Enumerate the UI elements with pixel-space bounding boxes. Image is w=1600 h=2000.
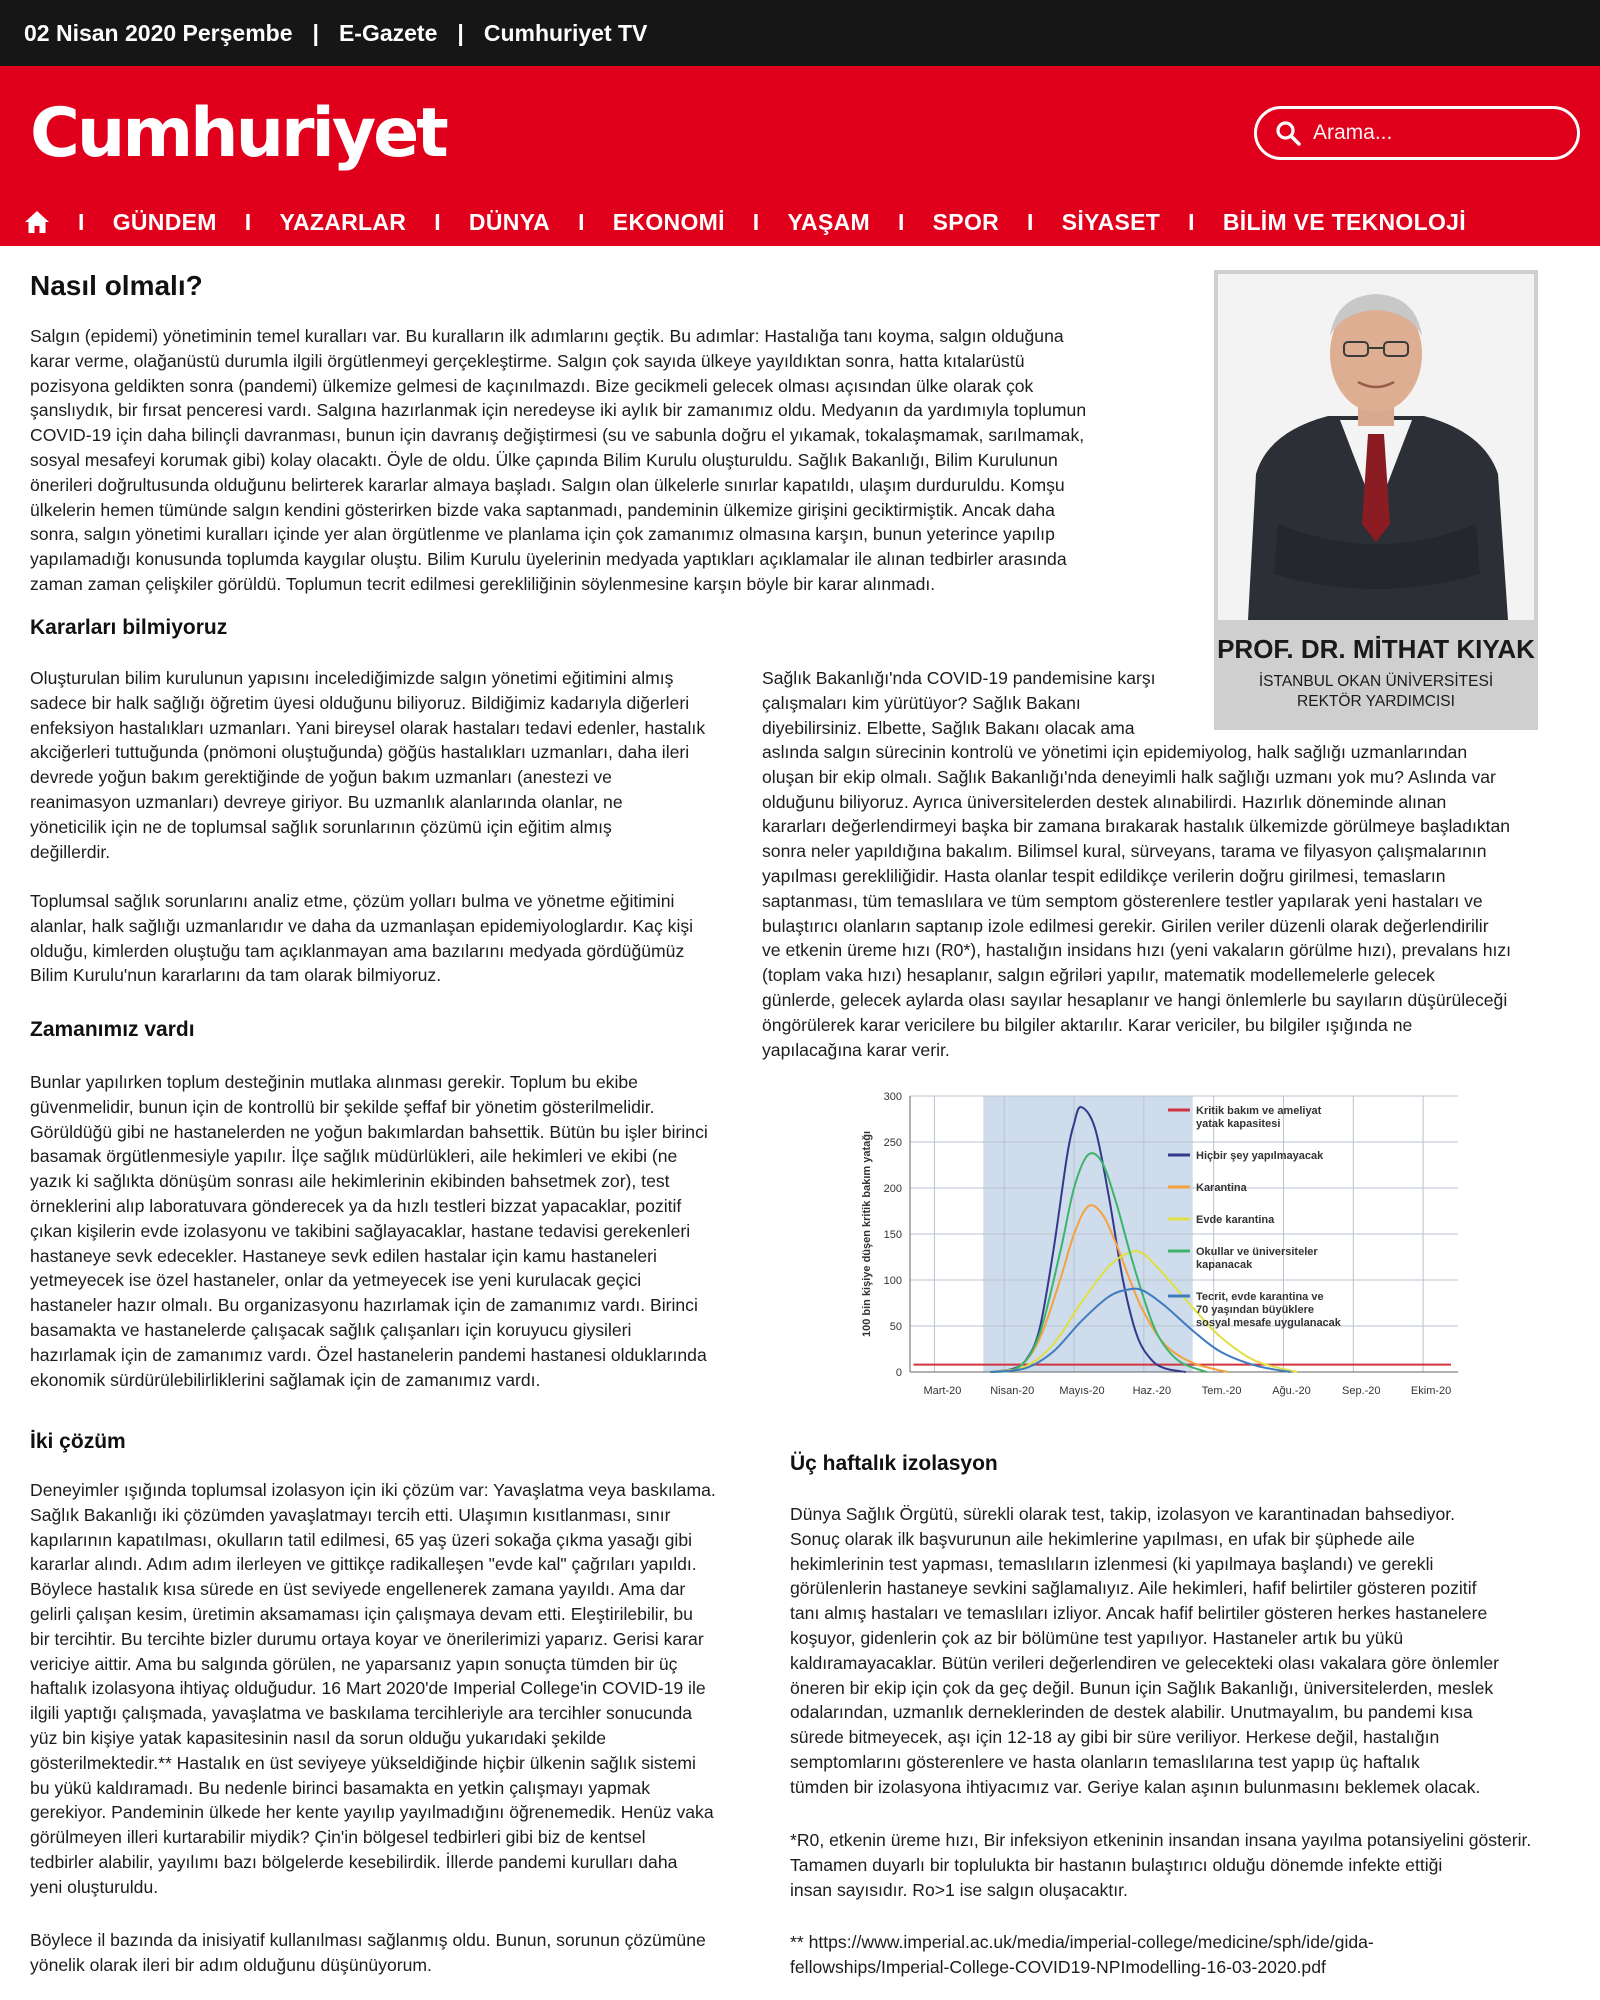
chart-x-tick-label: Sep.-20 [1342,1385,1381,1397]
paragraph-kararlar-2: Toplumsal sağlık sorunlarını analiz etme, çözüm yolları bulma ve yönetme eğitimini alanlar, halk sağlığı uzmanlarıdır ve daha da uzmanlaşan epidemiyologlardır. Kaç kişi olduğu, kimlerden oluştuğu tam açıklanmayan ama bazılarını medyada gördüğümüz Bilim Kurulu'nun kararlarını da tam olarak bilmiyoruz. [30,891,694,986]
paragraph-saglik-bakanligi: aslında salgın sürecinin kontrolü ve yönetimi için epidemiyolog, halk sağlığı uzmanlarından oluşan bir ekip olmalı. Sağlık Bakanlığı'nda deneyimli halk sağlığı uzmanı yok mu? Aslında var olduğunu biliyoruz. Ayrıca üniversitelerden destek alınabilirdi. Hazırlık döneminde alınan kararları değerlendirmeyi başka bir zamana bırakarak hastalık ülkemizde görülmeye başladıktan sonra neler yapıldığına bakalım. Bilimsel kural, sürveyans, tarama ve filyasyon çalışmalarının yapılması gerekliliğidir. Hasta olanlar tespit edildikçe verilerin doğru girilmesi, temasların saptanması, tüm temaslılara ve tüm semptom gösterenlere testler yapılarak yeni hastaları ve bulaştırıcı olanların saptanıp izole edilmesi gerekir. Girilen veriler düzenli olarak değerlendirilir ve etkenin üreme hızı (R0*), hastalığın insidans hızı (yeni vakaların görülme hızı), prevalans hızı (toplam vaka hızı) hesaplanır, salgın eğriləri yapılır, matematik modellemelerle gelecek günlerde, gelecek aylarda olası sayılar hesaplanır ve hangi önlemlerle bu sayıların düşürüleceği öngörülerek karar vericilere bu bilgiler aktarılır. Karar vericiler, bu bilgiler ışığında ne yapılacağına karar verir. [762,742,1512,1060]
chart-y-tick-label: 0 [895,1367,902,1379]
chart-legend-label-line: kapanacak [1196,1259,1253,1271]
nav-item-dunya[interactable]: DÜNYA [468,208,551,235]
section-heading-iki-cozum: İki çözüm [30,1430,126,1453]
paragraph-iki-cozum-1: Deneyimler ışığında toplumsal izolasyon için iki çözüm var: Yavaşlatma veya baskılama. Sağlık Bakanlığı iki çözümden yavaşlatmayı tercih etti. Ulaşımın kısıtlanması, sınır kapılarının kapatılması, okulların tatil edilmesi, 65 yaş üzeri sokağa çıkma yasağı gibi kararlar alındı. Adım adım ilerleyen ve gittikçe radikalleşen "evde kal" çağrıları yapıldı. Böylece hastalık kısa sürede en üst seviyede engellenerek zamana yayıldı. Ama dar gelirli çalışan kesim, üretimin aksamaması için çalışmaya devam etti. Eleştirilebilir, bu bir tercihtir. Bu tercihte bizler durumu ortaya koyar ve önerilerimizi yaparız. Gerisi karar vericiye aittir. Ama bu salgında görülen, ne yaparsanız yapın sonuçta tümden bir üç haftalık izolasyona ihtiyaç olduğudur. 16 Mart 2020'de Imperial College'in COVID-19 ile ilgili yaptığı çalışmada, yavaşlatma ve baskılama tercihleriyle ara tercihler sonucunda yüz bin kişiye yatak kapasitesinin nasıl da sorun olduğu yukarıdaki şekilde gösterilmektedir.** Hastalık en üst seviyeye yükseldiğinde hiçbir ülkenin sağlık sistemi bu yükü kaldıramadı. Bu nedenle birinci basamakta en yetkin çalışmayı yapmak gerekiyor. Pandeminin ülkede her kente yayılıp yayılmadığını öğrenemedik. Henüz vaka görülmeyen illeri kurtarabilir miydik? Çin'in bölgesel tedbirleri gibi biz de kentsel tedbirler alabilir, yayılımı bazı bölgelerde kesebilirdik. İllerde pandemi kurulları daha yeni oluşturuldu. [30,1480,716,1897]
chart-legend-label-line: Okullar ve üniversiteler [1196,1246,1318,1258]
chart-legend-label-line: Kritik bakım ve ameliyat [1196,1105,1322,1117]
chart-y-tick-label: 300 [883,1091,902,1103]
paragraph-saglik-bakanligi-intro: Sağlık Bakanlığı'nda COVID-19 pandemisine karşı çalışmaları kim yürütüyor? Sağlık Bakanı diyebilirsiniz. Elbette, Sağlık Bakanı olacak ama [762,668,1156,738]
chart-y-tick-label: 100 [883,1275,902,1287]
chart-x-tick-label: Haz.-20 [1132,1385,1172,1397]
topbar-separator: | [457,19,464,46]
nav-item-yazarlar[interactable]: YAZARLAR [279,208,407,235]
nav-separator: I [1027,208,1034,235]
top-bar [0,0,1600,66]
chart-legend-label-line: Evde karantina [1196,1214,1275,1226]
nav-separator: I [244,208,252,235]
chart-x-tick-label: Mayıs-20 [1059,1385,1105,1397]
search-icon[interactable] [1275,120,1301,146]
nav-separator: I [78,208,85,235]
section-heading-kararlar: Kararları bilmiyoruz [30,616,228,639]
chart-x-tick-label: Ekim-20 [1410,1385,1452,1397]
chart-legend-label-4 [1196,1214,1275,1226]
nav-item-gundem[interactable]: GÜNDEM [112,208,217,235]
site-header [0,66,1600,246]
chart-x-tick-label: Ağu.-20 [1272,1385,1311,1397]
footnote-r0: *R0, etkenin üreme hızı, Bir infeksiyon etkeninin insandan insana yayılma potansiyelini gösterir. Tamamen duyarlı bir toplulukta bir hastanın bulaştırıcı olduğu dönemde infekte ettiği insan sayısıdır. Ro>1 ise salgın oluşacaktır. [790,1830,1532,1900]
chart-x-tick-label: Mart-20 [923,1385,962,1397]
chart-legend-label-6 [1196,1291,1342,1329]
nav-item-bilim-teknoloji[interactable]: BİLİM VE TEKNOLOJİ [1222,208,1466,235]
cumhuriyet-tv-link[interactable]: Cumhuriyet TV [483,19,648,46]
home-icon[interactable] [24,210,50,234]
chart-x-tick-label: Tem.-20 [1201,1385,1242,1397]
chart-legend-label-2 [1196,1150,1324,1162]
section-heading-zamanimiz: Zamanımız vardı [30,1018,195,1041]
paragraph-iki-cozum-2: Böylece il bazında da inisiyatif kullanılması sağlanmış oldu. Bunun, sorunun çözümüne yönelik olarak ileri bir adım olduğunu düşünüyorum. [30,1930,706,1975]
search-input[interactable] [1313,121,1553,145]
author-photo [1218,274,1534,620]
chart-svg [848,1082,1478,1422]
chart-y-tick-label: 250 [883,1137,902,1149]
nav-item-yasam[interactable]: YAŞAM [787,208,870,235]
chart-y-tick-label: 200 [883,1183,902,1195]
topbar-separator: | [312,19,319,46]
author-title: İSTANBUL OKAN ÜNİVERSİTESİ REKTÖR YARDIMCISI [1258,673,1494,710]
chart-legend-label-line: Tecrit, evde karantina ve [1196,1291,1324,1303]
chart-y-axis-label: 100 bin kişiye düşen kritik bakım yatağı [861,1130,873,1338]
date-label: 02 Nisan 2020 Perşembe [24,19,293,46]
chart-y-tick-label: 50 [889,1321,902,1333]
author-card [1214,270,1538,730]
chart-x-tick-label: Nisan-20 [990,1385,1035,1397]
nav-item-ekonomi[interactable]: EKONOMİ [612,208,725,235]
paragraph-kararlar-1: Oluşturulan bilim kurulunun yapısını incelediğimizde salgın yönetimi eğitimini almış sadece bir halk sağlığı öğretim üyesi olduğunu biliyoruz. Bildiğimiz kadarıyla diğerleri enfeksiyon hastalıkları uzmanları. Yani bireysel olarak hastaları tedavi edenler, hastalık akciğerleri tuttuğunda (pnömoni oluştuğunda) göğüs hastalıkları uzmanları, daha ileri devrede yoğun bakım gerektiğinde de yoğun bakım uzmanları (anestezi ve reanimasyon uzmanları) devreye giriyor. Bu uzmanlık alanlarında olanlar, ne yöneticilik için ne de toplumsal sağlık sorunlarının çözümü için eğitim almış değillerdir. [30,668,706,862]
search-box[interactable] [1254,106,1580,160]
paragraph-zamanimiz: Bunlar yapılırken toplum desteğinin mutlaka alınması gerekir. Toplum bu ekibe güvenmelidir, bunun için de kontrollü bir şekilde şeffaf bir yönetim gösterilmelidir. Görüldüğü gibi ne hastanelerden ne yoğun bakımlardan bahsettik. Bütün bu işler birinci basamak örgütlenmesiyle yapılır. İlçe sağlık müdürlükleri, aile hekimleri ve ekibi (ne yazık ki sağlıkta dönüşüm sonrası aile hekimlerinin ekibinden bahsetmek zor), test örneklerini alıp laboratuvara gönderecek ya da hızlı testleri bizzat yapacaklar, pozitif çıkan kişilerin evde izolasyonu ve takibini sağlayacaklar, hastane tedavisi gerekenleri hastaneye sevk edecekler. Hastaneye sevk edilen hastalar için kamu hastaneleri yetmeyecek ise özel hastaneler, onlar da yetmeyecek ise yeni kurulacak geçici hastaneler hazır olmalı. Bu organizasyonu hazırlamak için de zamanımız vardı. Birinci basamakta ve hastanelerde çalışacak sağlık çalışanları için koruyucu giysileri hazırlamak için de zamanımız vardı. Özel hastanelerin pandemi hastanesi olduklarında ekonomik sürdürülebilirliklerini sağlamak için de zamanımız vardı. [30,1072,708,1390]
author-name: PROF. DR. MİTHAT KIYAK [1217,634,1535,664]
chart-legend-label-3 [1196,1182,1248,1194]
paragraph-intro: Salgın (epidemi) yönetiminin temel kuralları var. Bu kuralların ilk adımlarını geçtik. Bu adımlar: Hastalığa tanı koyma, salgın olduğuna karar verme, olağanüstü durumla ilgili örgütlenmeyi gerçekleştirme. Salgın çok sayıda ülkeye yayıldıktan sonra, hatta kıtalarüstü pozisyona geldikten sonra (pandemi) ülkemize gelmesi de kaçınılmazdı. Bize gecikmeli gelecek olması açısından ülke olarak çok şanslıydık, bir fırsat penceresi vardı. Salgına hazırlanmak için neredeyse iki aylık bir zamanımız oldu. Medyanın da yardımıyla toplumun COVID-19 için daha bilinçli davranması, bunun için davranış değiştirmesi (su ve sabunla doğru el yıkamak, tokalaşmamak, sarılmamak, sosyal mesafeyi korumak gibi) kolay olacaktı. Öyle de oldu. Ülke çapında Bilim Kurulu oluşturuldu. Sağlık Bakanlığı, Bilim Kurulunun önerileri doğrultusunda olduğunu belirterek kararlar almaya başladı. Salgın olan ülkelerle sınırlar kapatıldı, ulaşım durduruldu. Komşu ülkelerin hemen tümünde salgın kendini gösterirken bizde vaka saptanmadı, pandeminin ülkemize girişini geciktirmiştik. Ancak daha sonra, salgın yönetimi kuralları içinde yer alan örgütlenme ve planlama için çok zamanımız olmasına karşın, bunun yeterince yapılıp yapılamadığı konusunda toplumda kaygılar oluştu. Bilim Kurulu üyelerinin medyada yaptıkları açıklamalar ile alınan tedbirler arasında zaman zaman çelişkiler görüldü. Toplumun tecrit edilmesi gerekliliğinin söylenmesine karşın böyle bir karar alınmadı. [30,326,1087,594]
nav-item-spor[interactable]: SPOR [932,208,1000,235]
chart-legend-label-1 [1196,1105,1322,1130]
chart-legend-label-line: yatak kapasitesi [1196,1118,1281,1130]
chart-legend-label-5 [1196,1246,1318,1271]
footnote-link[interactable]: ** https://www.imperial.ac.uk/media/imperial-college/medicine/sph/ide/gida- fellowships/Imperial-College-COVID19-NPImodelling-16-03-2020.pdf [790,1932,1374,1977]
bed-capacity-chart [848,1082,1478,1422]
egazete-link[interactable]: E-Gazete [338,19,438,46]
section-heading-nasil-olmali: Nasıl olmalı? [30,270,203,301]
chart-legend-label-line: Hiçbir şey yapılmayacak [1196,1150,1324,1162]
paragraph-uc-haftalik: Dünya Sağlık Örgütü, sürekli olarak test, takip, izolasyon ve karantinadan bahsediyor. Sonuç olarak ilk başvurunun aile hekimlerine yapılması, en ufak bir şüphede aile hekimlerinin test yapması, temaslıların izlenmesi (ki yapılmaya başlandı) ve gerekli görülenlerin hastaneye sevkini sağlamalıyız. Aile hekimleri, hafif belirtiler gösteren pozitif tanı almış hastaları ve temaslıları izliyor. Ancak hafif belirtiler gösteren herkes hastanelere koşuyor, gidenlerin çok az bir bölümüne test yapılıyor. Hastaneler artık bu yükü kaldıramayacaklar. Bütün verileri değerlendiren ve gelecekteki olası vakalara göre önlemler öneren bir ekip için çok da geç değil. Bunun için Sağlık Bakanlığı, üniversitelerden, meslek odalarından, uzmanlık derneklerinden de destek alabilir. Unutmayalım, bu pandemi kısa sürede bitmeyecek, aşı için 12-18 ay gibi bir süre veriliyor. Herkese değil, hastalığın semptomlarını gösterenlere ve hasta olanların temaslılarına test yapıp üç haftalık tümden bir izolasyona ihtiyacımız var. Geriye kalan aşının bulunmasını beklemek olacak. [790,1504,1500,1797]
main-nav [0,202,1600,242]
nav-separator: I [897,208,905,235]
chart-legend-label-line: Karantina [1196,1182,1247,1194]
section-heading-uc-haftalik: Üç haftalık izolasyon [790,1452,998,1475]
chart-legend-label-line: sosyal mesafe uygulanacak [1196,1317,1341,1329]
chart-y-tick-label: 150 [883,1229,902,1241]
site-logo[interactable]: Cumhuriyet [30,94,446,173]
nav-separator: I [1188,208,1195,235]
nav-separator: I [578,208,585,235]
nav-separator: I [752,208,760,235]
article-body [0,246,1600,2000]
nav-item-siyaset[interactable]: SİYASET [1061,208,1161,235]
nav-separator: I [434,208,441,235]
chart-legend-label-line: 70 yaşından büyüklere [1196,1304,1314,1316]
